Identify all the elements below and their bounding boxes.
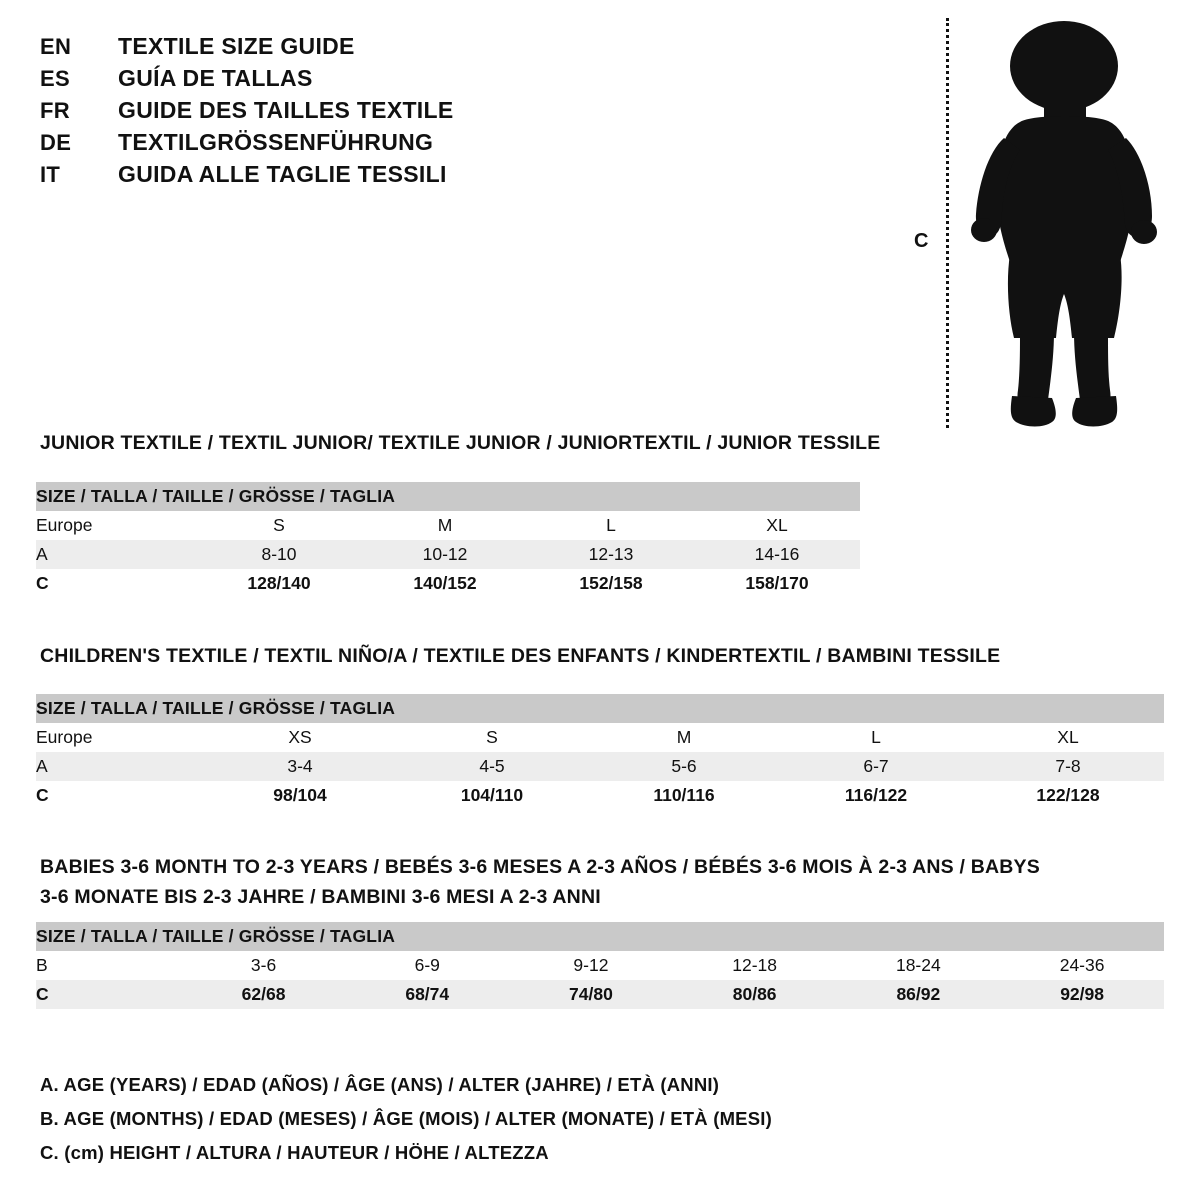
cell: 104/110 [396, 781, 588, 810]
babies-size-table [36, 922, 1164, 1009]
cell: 6-9 [345, 951, 509, 980]
table-row [36, 569, 860, 598]
row-label: C [36, 781, 204, 810]
language-title-list [40, 30, 660, 190]
language-code: ES [40, 66, 70, 91]
footnote-list [40, 1068, 1140, 1170]
footnote-b: B. AGE (MONTHS) / EDAD (MESES) / ÂGE (MOIS) / ALTER (MONATE) / ETÀ (MESI) [40, 1108, 772, 1129]
language-title: GUIDE DES TAILLES TEXTILE [118, 97, 454, 123]
cell: 92/98 [1000, 980, 1164, 1009]
table-row [36, 723, 1164, 752]
cell: 158/170 [694, 569, 860, 598]
cell: 80/86 [673, 980, 837, 1009]
cell: 74/80 [509, 980, 673, 1009]
cell: 4-5 [396, 752, 588, 781]
cell: 8-10 [196, 540, 362, 569]
table-band-header [36, 482, 860, 511]
band-label: SIZE / TALLA / TAILLE / GRÖSSE / TAGLIA [36, 694, 1164, 723]
language-code: EN [40, 34, 72, 59]
table-band-header [36, 694, 1164, 723]
row-label: Europe [36, 723, 204, 752]
section-title-children: CHILDREN'S TEXTILE / TEXTIL NIÑO/A / TEXTILE DES ENFANTS / KINDERTEXTIL / BAMBINI TESSILE [40, 645, 1001, 667]
cell: 24-36 [1000, 951, 1164, 980]
cell: 9-12 [509, 951, 673, 980]
language-row [40, 94, 660, 126]
cell: 152/158 [528, 569, 694, 598]
cell: XS [204, 723, 396, 752]
cell: S [396, 723, 588, 752]
cell: 116/122 [780, 781, 972, 810]
cell: 18-24 [837, 951, 1001, 980]
table-row [36, 540, 860, 569]
cell: 10-12 [362, 540, 528, 569]
cell: 122/128 [972, 781, 1164, 810]
height-diagram [900, 10, 1180, 430]
band-label: SIZE / TALLA / TAILLE / GRÖSSE / TAGLIA [36, 482, 860, 511]
cell: 62/68 [182, 980, 346, 1009]
cell: 3-4 [204, 752, 396, 781]
language-code: IT [40, 162, 61, 187]
section-title-babies: BABIES 3-6 MONTH TO 2-3 YEARS / BEBÉS 3-6 MESES A 2-3 AÑOS / BÉBÉS 3-6 MOIS À 2-3 ANS / BABYS 3-6 MONATE BIS 2-3 JAHRE / BAMBINI 3-6 MESI A 2-3 ANNI [40, 856, 1040, 908]
cell: XL [972, 723, 1164, 752]
footnote-c: C. (cm) HEIGHT / ALTURA / HAUTEUR / HÖHE / ALTEZZA [40, 1142, 549, 1163]
cell: 7-8 [972, 752, 1164, 781]
cell: 110/116 [588, 781, 780, 810]
language-code: FR [40, 98, 70, 123]
cell: XL [694, 511, 860, 540]
cell: 140/152 [362, 569, 528, 598]
row-label: C [36, 980, 182, 1009]
cell: 6-7 [780, 752, 972, 781]
cell: 68/74 [345, 980, 509, 1009]
table-row [36, 752, 1164, 781]
table-row [36, 980, 1164, 1009]
cell: M [588, 723, 780, 752]
table-band-header [36, 922, 1164, 951]
row-label: B [36, 951, 182, 980]
row-label: Europe [36, 511, 196, 540]
cell: 128/140 [196, 569, 362, 598]
language-title: TEXTILE SIZE GUIDE [118, 33, 355, 59]
language-row [40, 62, 660, 94]
cell: M [362, 511, 528, 540]
section-title-junior: JUNIOR TEXTILE / TEXTIL JUNIOR/ TEXTILE JUNIOR / JUNIORTEXTIL / JUNIOR TESSILE [40, 432, 881, 454]
language-title: TEXTILGRÖSSENFÜHRUNG [118, 129, 434, 155]
language-row [40, 126, 660, 158]
cell: 12-13 [528, 540, 694, 569]
cell: L [528, 511, 694, 540]
table-row [36, 781, 1164, 810]
band-label: SIZE / TALLA / TAILLE / GRÖSSE / TAGLIA [36, 922, 1164, 951]
language-row [40, 30, 660, 62]
children-size-table [36, 694, 1164, 810]
cell: 98/104 [204, 781, 396, 810]
cell: L [780, 723, 972, 752]
language-title: GUIDA ALLE TAGLIE TESSILI [118, 161, 447, 187]
table-row [36, 511, 860, 540]
cell: 86/92 [837, 980, 1001, 1009]
table-row [36, 951, 1164, 980]
row-label: C [36, 569, 196, 598]
language-row [40, 158, 660, 190]
footnote-a: A. AGE (YEARS) / EDAD (AÑOS) / ÂGE (ANS) / ALTER (JAHRE) / ETÀ (ANNI) [40, 1074, 720, 1095]
language-code: DE [40, 130, 72, 155]
child-silhouette-icon [948, 18, 1178, 430]
row-label: A [36, 540, 196, 569]
cell: 5-6 [588, 752, 780, 781]
row-label: A [36, 752, 204, 781]
cell: S [196, 511, 362, 540]
language-title: GUÍA DE TALLAS [118, 65, 313, 91]
cell: 3-6 [182, 951, 346, 980]
junior-size-table [36, 482, 860, 598]
height-marker-label: C [914, 230, 929, 252]
cell: 14-16 [694, 540, 860, 569]
cell: 12-18 [673, 951, 837, 980]
